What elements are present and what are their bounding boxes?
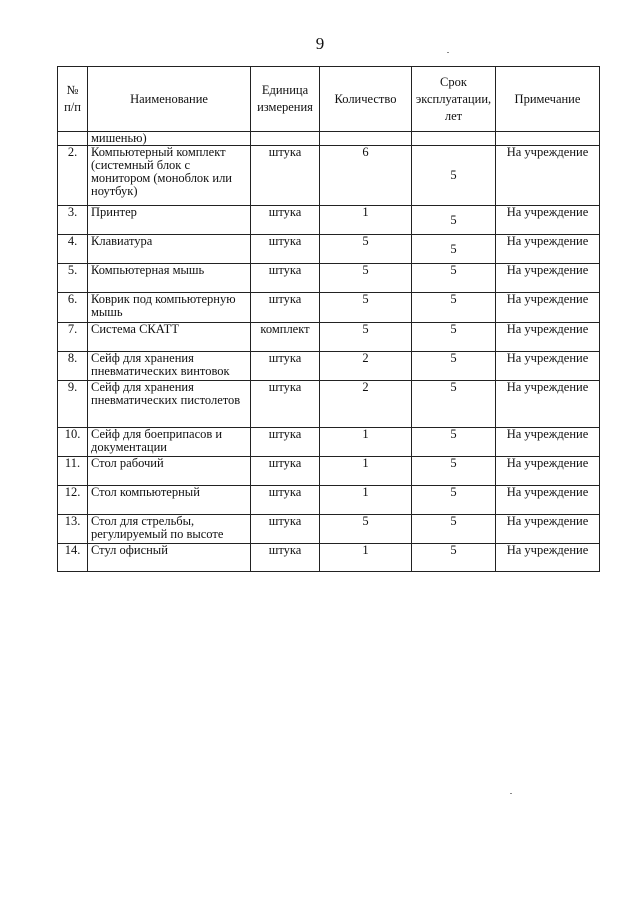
row-qty: 1 xyxy=(320,206,412,235)
header-qty: Количество xyxy=(320,67,412,132)
row-qty: 1 xyxy=(320,544,412,572)
row-name: Сейф для хранения пневматических винтовок xyxy=(88,352,251,381)
row-name: Коврик под компьютерную мышь xyxy=(88,293,251,323)
row-name: Стул офисный xyxy=(88,544,251,572)
table-row xyxy=(58,264,600,293)
row-name: Стол для стрельбы, регулируемый по высоте xyxy=(88,515,251,544)
row-num: 10. xyxy=(58,428,88,457)
row-unit: штука xyxy=(251,428,320,457)
row-qty: 6 xyxy=(320,146,412,206)
row-num: 11. xyxy=(58,457,88,486)
row-term: 5 xyxy=(412,235,496,264)
row-term: 5 xyxy=(412,293,496,323)
row-unit: штука xyxy=(251,457,320,486)
continuation-row xyxy=(58,132,600,146)
table-header-row xyxy=(58,67,600,132)
row-unit: штука xyxy=(251,352,320,381)
continuation-text: мишенью) xyxy=(88,132,251,146)
row-unit: штука xyxy=(251,293,320,323)
row-qty: 5 xyxy=(320,264,412,293)
header-unit: Единица измерения xyxy=(251,67,320,132)
row-term: 5 xyxy=(412,428,496,457)
row-unit: штука xyxy=(251,264,320,293)
row-num: 6. xyxy=(58,293,88,323)
table-row xyxy=(58,323,600,352)
row-name: Компьютерный комплект (системный блок с монитором (моноблок или ноутбук) xyxy=(88,146,251,206)
row-term: 5 xyxy=(412,515,496,544)
row-note: На учреждение xyxy=(496,515,600,544)
row-num: 12. xyxy=(58,486,88,515)
row-qty: 5 xyxy=(320,293,412,323)
row-term: 5 xyxy=(412,457,496,486)
row-unit: штука xyxy=(251,235,320,264)
row-qty: 5 xyxy=(320,235,412,264)
row-name: Сейф для хранения пневматических пистолетов xyxy=(88,381,251,428)
row-unit: штука xyxy=(251,206,320,235)
table-row xyxy=(58,544,600,572)
row-name: Стол компьютерный xyxy=(88,486,251,515)
row-unit: комплект xyxy=(251,323,320,352)
row-qty: 2 xyxy=(320,352,412,381)
row-note: На учреждение xyxy=(496,381,600,428)
row-term: 5 xyxy=(412,381,496,428)
row-num: 9. xyxy=(58,381,88,428)
row-qty: 5 xyxy=(320,323,412,352)
table-row xyxy=(58,428,600,457)
row-num: 3. xyxy=(58,206,88,235)
row-term: 5 xyxy=(412,486,496,515)
table-row xyxy=(58,206,600,235)
scan-speck xyxy=(447,52,449,53)
row-unit: штука xyxy=(251,486,320,515)
row-num: 14. xyxy=(58,544,88,572)
cell-unit xyxy=(251,132,320,146)
row-num: 7. xyxy=(58,323,88,352)
row-qty: 5 xyxy=(320,515,412,544)
table-row xyxy=(58,381,600,428)
row-term: 5 xyxy=(412,352,496,381)
row-term: 5 xyxy=(412,323,496,352)
header-num: № п/п xyxy=(58,67,88,132)
header-term: Срок эксплуатации, лет xyxy=(412,67,496,132)
table-row xyxy=(58,486,600,515)
row-note: На учреждение xyxy=(496,457,600,486)
row-qty: 1 xyxy=(320,457,412,486)
row-term: 5 xyxy=(412,146,496,206)
row-term: 5 xyxy=(412,264,496,293)
row-num: 5. xyxy=(58,264,88,293)
row-unit: штука xyxy=(251,515,320,544)
table-row xyxy=(58,515,600,544)
row-name: Клавиатура xyxy=(88,235,251,264)
row-unit: штука xyxy=(251,544,320,572)
row-note: На учреждение xyxy=(496,235,600,264)
row-name: Система СКАТТ xyxy=(88,323,251,352)
page-number: 9 xyxy=(315,34,325,53)
header-note: Примечание xyxy=(496,67,600,132)
row-note: На учреждение xyxy=(496,146,600,206)
row-term: 5 xyxy=(412,544,496,572)
row-num: 2. xyxy=(58,146,88,206)
cell-qty xyxy=(320,132,412,146)
row-term: 5 xyxy=(412,206,496,235)
table-row xyxy=(58,352,600,381)
row-unit: штука xyxy=(251,146,320,206)
row-name: Принтер xyxy=(88,206,251,235)
table-row xyxy=(58,457,600,486)
table-row xyxy=(58,235,600,264)
row-num: 4. xyxy=(58,235,88,264)
row-name: Стол рабочий xyxy=(88,457,251,486)
cell-note xyxy=(496,132,600,146)
row-qty: 2 xyxy=(320,381,412,428)
row-num: 13. xyxy=(58,515,88,544)
row-note: На учреждение xyxy=(496,323,600,352)
table-row xyxy=(58,293,600,323)
row-note: На учреждение xyxy=(496,264,600,293)
cell-term xyxy=(412,132,496,146)
row-note: На учреждение xyxy=(496,486,600,515)
row-note: На учреждение xyxy=(496,293,600,323)
row-note: На учреждение xyxy=(496,206,600,235)
row-note: На учреждение xyxy=(496,352,600,381)
row-qty: 1 xyxy=(320,428,412,457)
header-name: Наименование xyxy=(88,67,251,132)
table-row xyxy=(58,146,600,206)
equipment-table xyxy=(57,66,600,572)
row-unit: штука xyxy=(251,381,320,428)
cell-num xyxy=(58,132,88,146)
row-name: Сейф для боеприпасов и документации xyxy=(88,428,251,457)
row-note: На учреждение xyxy=(496,544,600,572)
row-name: Компьютерная мышь xyxy=(88,264,251,293)
row-num: 8. xyxy=(58,352,88,381)
row-qty: 1 xyxy=(320,486,412,515)
row-note: На учреждение xyxy=(496,428,600,457)
scan-speck xyxy=(510,793,512,794)
